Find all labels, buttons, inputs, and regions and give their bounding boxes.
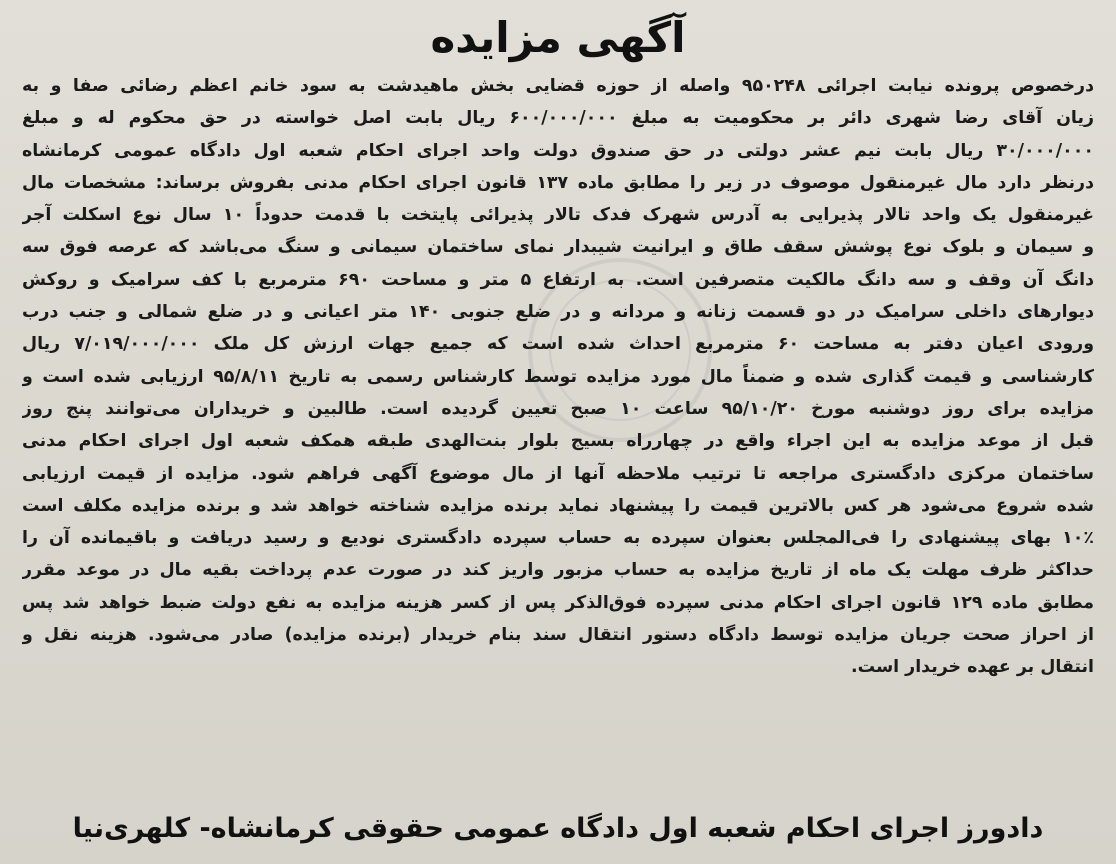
notice-line: زیان آقای رضا شهری دائر بر محکومیت به مبلغ ۶۰۰/۰۰۰/۰۰۰ ریال بابت اصل خواسته در حق محکوم له و مبلغ — [22, 108, 1094, 129]
notice-line: غیرمنقول یک واحد تالار پذیرایی به آدرس شهرک فدک تالار پذیرائی پایتخت با قدمت حدوداً ۱۰ سال نوع اسکلت آجر — [22, 205, 1094, 226]
notice-line: ساختمان مرکزی دادگستری مراجعه تا ترتیب ملاحظه آنها از مال موضوع آگهی فراهم شود. مزایده از قیمت ارزیابی — [22, 463, 1094, 484]
notice-line: قبل از موعد مزایده به این اجراء واقع در چهارراه بسیج بلوار بنت‌الهدی طبقه همکف شعبه اول اجرای احکام مدنی — [22, 431, 1094, 452]
notice-line-last: انتقال بر عهده خریدار است. — [851, 657, 1094, 678]
notice-line: مزایده برای روز دوشنبه مورخ ۹۵/۱۰/۲۰ ساعت ۱۰ صبح تعیین گردیده است. طالبین و خریداران می‌توانند پنج روز — [22, 398, 1094, 419]
notice-line: درنظر دارد مال غیرمنقول موصوف در زیر را مطابق ماده ۱۳۷ قانون اجرای احکام مدنی بفروش برساند: مشخصات مال — [22, 172, 1094, 193]
notice-body — [18, 70, 1098, 684]
notice-title: آگهی مزایده — [430, 13, 686, 62]
notice-line: ۳۰/۰۰۰/۰۰۰ ریال بابت نیم عشر دولتی در حق صندوق دولت واحد اجرای احکام شعبه اول دادگاه عمومی کرمانشاه — [22, 140, 1094, 161]
notice-signature: دادورز اجرای احکام شعبه اول دادگاه عمومی حقوقی کرمانشاه- کلهری‌نیا — [72, 813, 1044, 844]
notice-line: ۱۰٪ بهای پیشنهادی را فی‌المجلس بعنوان سپرده به حساب سپرده دادگستری نودیع و رسید دریافت و باقیمانده آن را — [22, 528, 1094, 549]
notice-line: شده شروع می‌شود هر کس بالاترین قیمت را پیشنهاد نماید برنده مزایده شناخته خواهد شد و برنده مزایده مکلف است — [22, 495, 1094, 516]
notice-line: کارشناسی و قیمت گذاری شده و ضمناً مال مورد مزایده توسط کارشناس رسمی به تاریخ ۹۵/۸/۱۱ ارزیابی شده است و — [22, 366, 1094, 387]
notice-line: درخصوص پرونده نیابت اجرائی ۹۵۰۲۴۸ واصله از حوزه قضایی بخش ماهیدشت به سود خانم اعظم رضائی صفا و به — [22, 76, 1094, 96]
notice-line: از احراز صحت جریان مزایده توسط دادگاه دستور انتقال سند بنام خریدار (برنده مزایده) صادر می‌شود. هزینه نقل و — [22, 625, 1094, 646]
notice-line: حداکثر ظرف مهلت یک ماه از تاریخ مزایده به حساب مزبور واریز کند در صورت عدم پرداخت بقیه مال در موعد مقرر — [22, 560, 1094, 581]
notice-line: دیوارهای داخلی سرامیک در دو قسمت زنانه و مردانه و در ضلع جنوبی ۱۴۰ متر اعیانی و در ضلع شمالی و جنب درب — [22, 302, 1094, 323]
notice-line: دانگ آن وقف و سه دانگ مالکیت متصرفین است. به ارتفاع ۵ متر و مساحت ۶۹۰ مترمربع با کف سرامیک و روکش — [22, 269, 1094, 290]
notice-line: و سیمان و بلوک نوع پوشش سقف طاق و ایرانیت شیبدار نمای ساختمان سیمانی و سنگ می‌باشد که عرصه فوق سه — [22, 237, 1094, 258]
notice-line: مطابق ماده ۱۲۹ قانون اجرای احکام مدنی سپرده فوق‌الذکر پس از کسر هزینه مزایده به نفع دولت ضبط خواهد شد پس — [22, 592, 1094, 613]
notice-line: ورودی اعیان دفتر به مساحت ۶۰ مترمربع احداث شده است که جمیع جهات ارزش کل ملک ۷/۰۱۹/۰۰۰/۰۰۰ ریال — [22, 334, 1094, 355]
